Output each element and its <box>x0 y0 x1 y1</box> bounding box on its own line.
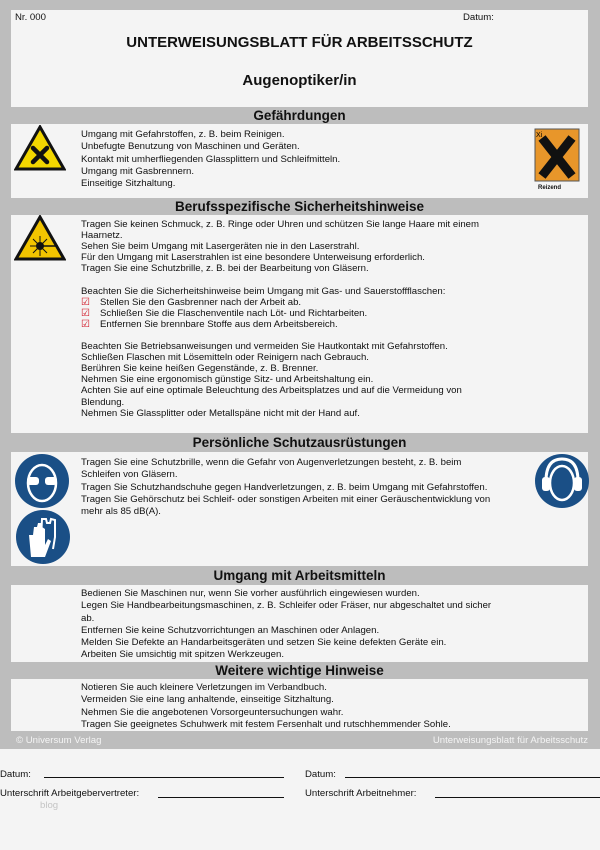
section-header-ppe: Persönliche Schutzausrüstungen <box>11 434 588 452</box>
list-item: Beachten Sie Betriebsanweisungen und vermeiden Sie Hautkontakt mit Gefahrstoffen. <box>81 341 448 353</box>
checkbox-icon: ☑ <box>81 307 90 319</box>
list-item: Bedienen Sie Maschinen nur, wenn Sie vorher ausführlich eingewiesen wurden. <box>81 588 420 599</box>
list-item: Legen Sie Handbearbeitungsmaschinen, z. B. Schleifer oder Fräser, nur abgeschaltet und sicher <box>81 600 492 612</box>
list-item: ab. <box>81 612 95 624</box>
hearing-protection-icon <box>534 453 590 509</box>
list-item: Achten Sie auf eine optimale Beleuchtung des Arbeitsplatzes und auf die Vermeidung von <box>81 385 462 397</box>
list-item: Melden Sie Defekte an Handarbeitsgeräten und setzen Sie keine defekten Geräte ein. <box>81 637 447 649</box>
signature-line-employee[interactable] <box>435 797 600 798</box>
list-item: Tragen Sie keinen Schmuck, z. B. Ringe oder Uhren und schützen Sie lange Haare mit einem <box>81 219 479 230</box>
checkbox-icon: ☑ <box>81 296 90 308</box>
checklist-item: ☑ Stellen Sie den Gasbrenner nach der Arbeit ab. <box>81 296 302 308</box>
safety-list <box>81 219 479 419</box>
checklist-item: ☑ Schließen Sie die Flaschenventile nach Löt- und Richtarbeiten. <box>81 307 368 319</box>
gas-intro: Beachten Sie die Sicherheitshinweise beim Umgang mit Gas- und Sauerstoffflaschen: <box>81 285 446 297</box>
list-item: Schließen Flaschen mit Lösemitteln oder Reinigern nach Gebrauch. <box>81 352 369 364</box>
watermark: blog <box>40 800 59 811</box>
list-item: mehr als 85 dB(A). <box>81 506 161 518</box>
list-item: Sehen Sie beim Umgang mit Lasergeräten nie in den Laserstrahl. <box>81 241 360 253</box>
date-label-employer: Datum: <box>0 769 31 780</box>
date-line-employer[interactable] <box>44 777 284 778</box>
list-item: Haarnetz. <box>81 230 123 242</box>
list-item: Nehmen Sie Glassplitter oder Metallspäne nicht mit der Hand auf. <box>81 407 360 419</box>
list-item: Arbeiten Sie umsichtig mit spitzen Werkzeugen. <box>81 649 284 661</box>
list-item: Nehmen Sie die angebotenen Vorsorgeuntersuchungen wahr. <box>81 706 344 718</box>
date-label: Datum: <box>463 12 494 23</box>
list-item: Vermeiden Sie eine lang anhaltende, einseitige Sitzhaltung. <box>81 694 334 706</box>
list-item: Unbefugte Benutzung von Maschinen und Geräten. <box>81 141 300 153</box>
equipment-list <box>81 588 491 662</box>
footer-copyright: © Universum Verlag <box>16 735 102 746</box>
list-item: Berühren Sie keine heißen Gegenstände, z. B. Brenner. <box>81 363 319 375</box>
list-item: Tragen Sie eine Schutzbrille, wenn die Gefahr von Augenverletzungen besteht, z. B. beim <box>81 457 462 468</box>
section-header-further: Weitere wichtige Hinweise <box>11 662 588 679</box>
list-item: Kontakt mit umherfliegenden Glassplittern und Schleifmitteln. <box>81 153 341 165</box>
signature-label-employer: Unterschrift Arbeitgebervertreter: <box>0 788 140 799</box>
hazard-warning-icon <box>14 125 66 171</box>
section-header-safety: Berufsspezifische Sicherheitshinweise <box>11 199 588 215</box>
list-item: Nehmen Sie eine ergonomisch günstige Sitz- und Arbeitshaltung ein. <box>81 374 374 386</box>
signature-line-employer[interactable] <box>158 797 284 798</box>
list-item: Umgang mit Gasbrennern. <box>81 165 195 177</box>
list-item: Tragen Sie eine Schutzbrille, z. B. bei der Bearbeitung von Gläsern. <box>81 263 369 275</box>
section-header-hazards: Gefährdungen <box>11 108 588 124</box>
hazards-list <box>81 129 340 190</box>
page-subtitle: Augenoptiker/in <box>242 72 357 89</box>
section-header-equipment: Umgang mit Arbeitsmitteln <box>11 567 588 585</box>
list-item: Einseitige Sitzhaltung. <box>81 178 176 190</box>
page-title: UNTERWEISUNGSBLATT FÜR ARBEITSSCHUTZ <box>126 34 473 51</box>
eye-protection-icon <box>14 453 70 509</box>
list-item: Tragen Sie Schutzhandschuhe gegen Handverletzungen, z. B. beim Umgang mit Gefahrstoffen. <box>81 481 488 493</box>
footer-doc-title: Unterweisungsblatt für Arbeitsschutz <box>432 735 588 746</box>
irritant-label: Reizend <box>538 185 562 191</box>
irritant-symbol-icon <box>534 128 580 183</box>
list-item: Für den Umgang mit Laserstrahlen ist eine besondere Unterweisung erforderlich. <box>81 252 425 264</box>
list-item: Umgang mit Gefahrstoffen, z. B. beim Reinigen. <box>81 129 285 140</box>
title-box <box>11 10 588 107</box>
list-item: Schleifen von Gläsern. <box>81 469 178 481</box>
list-item: Entfernen Sie keine Schutzvorrichtungen an Maschinen oder Anlagen. <box>81 624 380 636</box>
date-line-employee[interactable] <box>345 777 600 778</box>
svg-text:Xi: Xi <box>536 132 543 139</box>
gloves-icon <box>15 509 71 565</box>
checkbox-icon: ☑ <box>81 318 90 330</box>
list-item: Tragen Sie Gehörschutz bei Schleif- oder sonstigen Arbeiten mit einer Geräuschentwicklung von <box>81 493 491 505</box>
list-item: Blendung. <box>81 396 125 408</box>
list-item: Notieren Sie auch kleinere Verletzungen im Verbandbuch. <box>81 682 327 693</box>
laser-warning-icon <box>14 215 66 261</box>
ppe-list <box>81 457 490 518</box>
checklist-item: ☑ Entfernen Sie brennbare Stoffe aus dem Arbeitsbereich. <box>81 318 338 330</box>
signature-label-employee: Unterschrift Arbeitnehmer: <box>305 788 417 799</box>
further-list <box>81 682 451 731</box>
date-label-employee: Datum: <box>305 769 336 780</box>
list-item: Tragen Sie geeignetes Schuhwerk mit festem Fersenhalt und rutschhemmender Sohle. <box>81 718 451 730</box>
doc-number: Nr. 000 <box>15 12 46 23</box>
